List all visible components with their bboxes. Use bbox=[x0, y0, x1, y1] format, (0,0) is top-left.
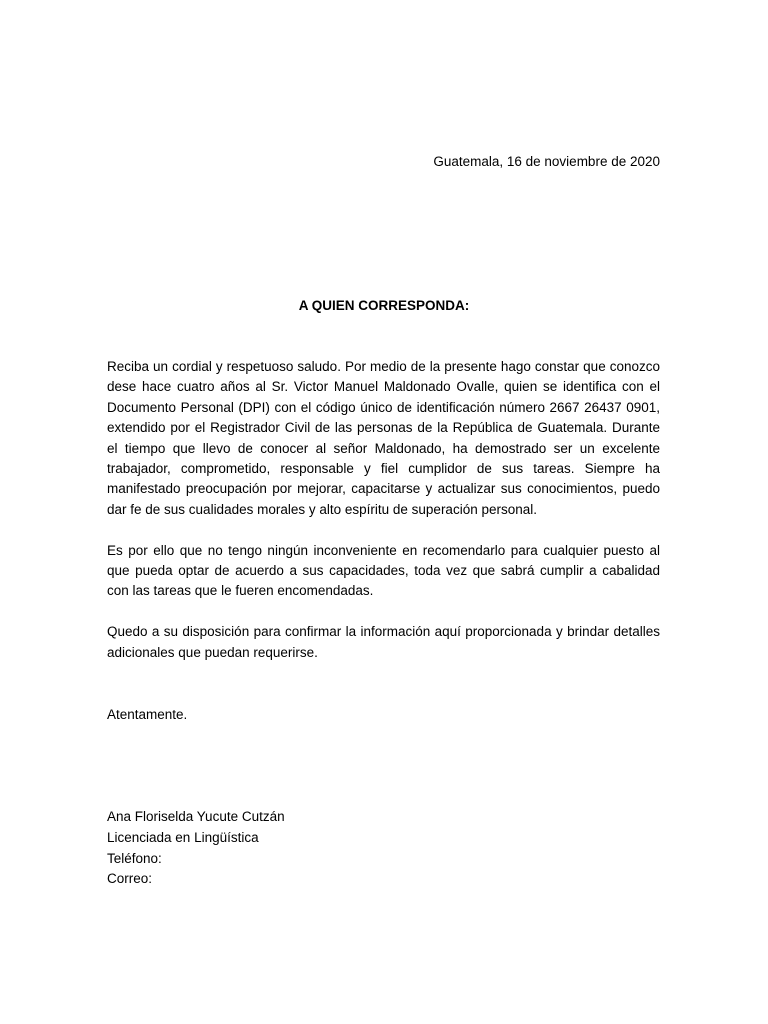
signer-email-label: Correo: bbox=[107, 871, 153, 887]
signer-name: Ana Floriselda Yucute Cutzán bbox=[107, 809, 285, 824]
body-paragraph-1: Reciba un cordial y respetuoso saludo. Por medio de la presente hago constar que conozco dese hace cuatro años al Sr. Victor Manuel Maldonado Ovalle, quien se identifica con el Documento Personal (DPI) con el código único de identificación número 2667 26437 0901, extendido por el Registrador Civil de las personas de la República de Guatemala. Durante el tiempo que llevo de conocer al señor Maldonado, ha demostrado ser un excelente trabajador, comprometido, responsable y fiel cumplidor de sus tareas. Siempre ha manifestado preocupación por mejorar, capacitarse y actualizar sus conocimientos, puedo dar fe de sus cualidades morales y alto espíritu de superación personal. bbox=[107, 359, 660, 517]
letter-date: Guatemala, 16 de noviembre de 2020 bbox=[433, 154, 660, 169]
letter-salutation: A QUIEN CORRESPONDA: bbox=[298, 298, 470, 313]
signer-title: Licenciada en Lingüística bbox=[107, 829, 259, 845]
letter-body bbox=[107, 357, 660, 683]
body-paragraph-3: Quedo a su disposición para confirmar la información aquí proporcionada y brindar detalles adicionales que puedan requerirse. bbox=[107, 624, 660, 660]
letter-closing: Atentamente. bbox=[107, 707, 188, 722]
body-paragraph-2: Es por ello que no tengo ningún inconveniente en recomendarlo para cualquier puesto al que pueda optar de acuerdo a sus capacidades, toda vez que sabrá cumplir a cabalidad con las tareas que le fueren encomendadas. bbox=[107, 542, 660, 599]
signature-block bbox=[107, 807, 285, 890]
signer-phone-label: Teléfono: bbox=[107, 850, 162, 866]
